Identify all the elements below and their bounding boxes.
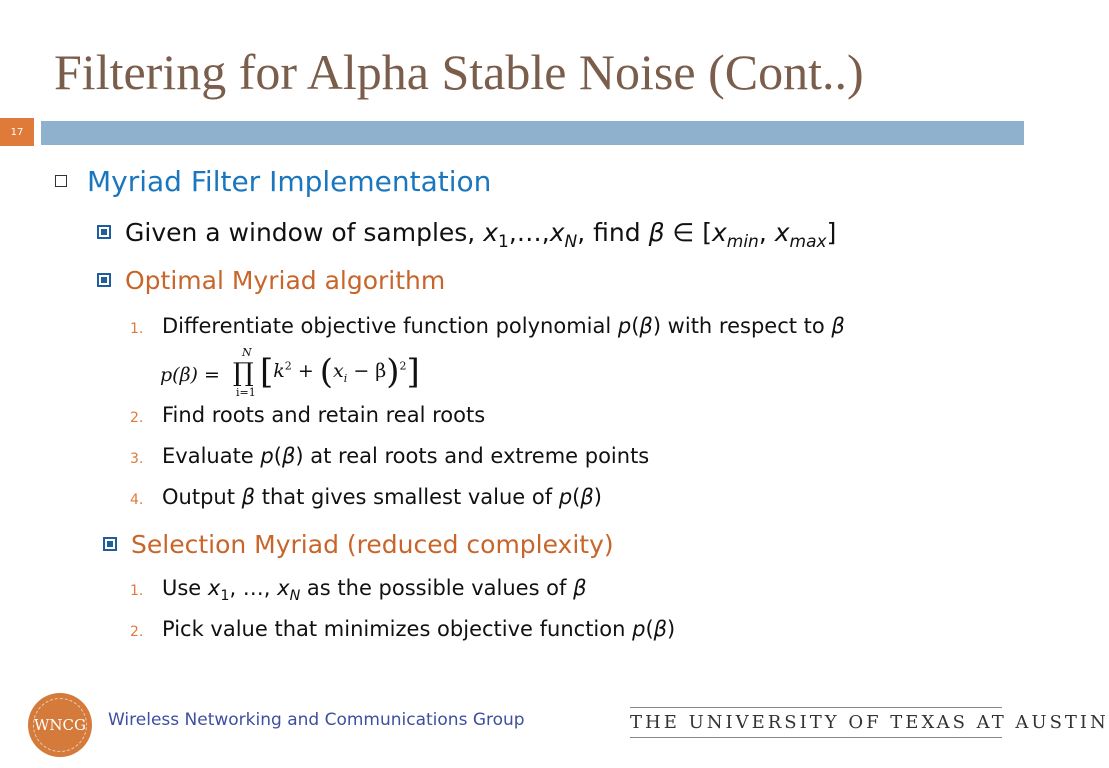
optimal-step-1: 1. Differentiate objective function polynomial p(β) with respect to β <box>130 314 845 338</box>
ut-austin-wordmark: THE UNIVERSITY OF TEXAS AT AUSTIN <box>630 712 1109 733</box>
slide-title: Filtering for Alpha Stable Noise (Cont..) <box>54 44 864 100</box>
selection-step-1: 1. Use $x_1$, …, $x_N$ as the possible values of β <box>130 576 587 605</box>
slide-number: 17 <box>10 126 24 138</box>
heading-text: Myriad Filter Implementation <box>87 165 492 198</box>
optimal-step-4: 4. Output β that gives smallest value of p(β) <box>130 485 602 509</box>
wncg-logo: WNCG <box>28 693 92 757</box>
footer-group-name: Wireless Networking and Communications Group <box>108 710 525 730</box>
bullet-optimal-myriad: Optimal Myriad algorithm <box>97 266 445 295</box>
nested-square-bullet-icon <box>103 537 117 551</box>
optimal-step-2: 2. Find roots and retain real roots <box>130 403 486 427</box>
slide-number-badge <box>0 118 34 146</box>
bullet-myriad-filter <box>55 165 491 198</box>
ut-bottom-rule <box>630 737 1002 738</box>
bullet-selection-myriad: Selection Myriad (reduced complexity) <box>103 530 614 559</box>
optimal-step-3: 3. Evaluate p(β) at real roots and extreme points <box>130 444 650 468</box>
ut-top-rule <box>630 707 1002 708</box>
nested-square-bullet-icon <box>97 273 111 287</box>
nested-square-bullet-icon <box>97 225 111 239</box>
title-divider-bar <box>41 121 1024 145</box>
square-bullet-icon <box>55 175 67 187</box>
selection-step-2: 2. Pick value that minimizes objective function p(β) <box>130 617 676 641</box>
bullet-given-window: Given a window of samples, $x_1,\dots,x_N$, find β ∈ [$x_{min}$, $x_{max}$] <box>97 218 836 252</box>
